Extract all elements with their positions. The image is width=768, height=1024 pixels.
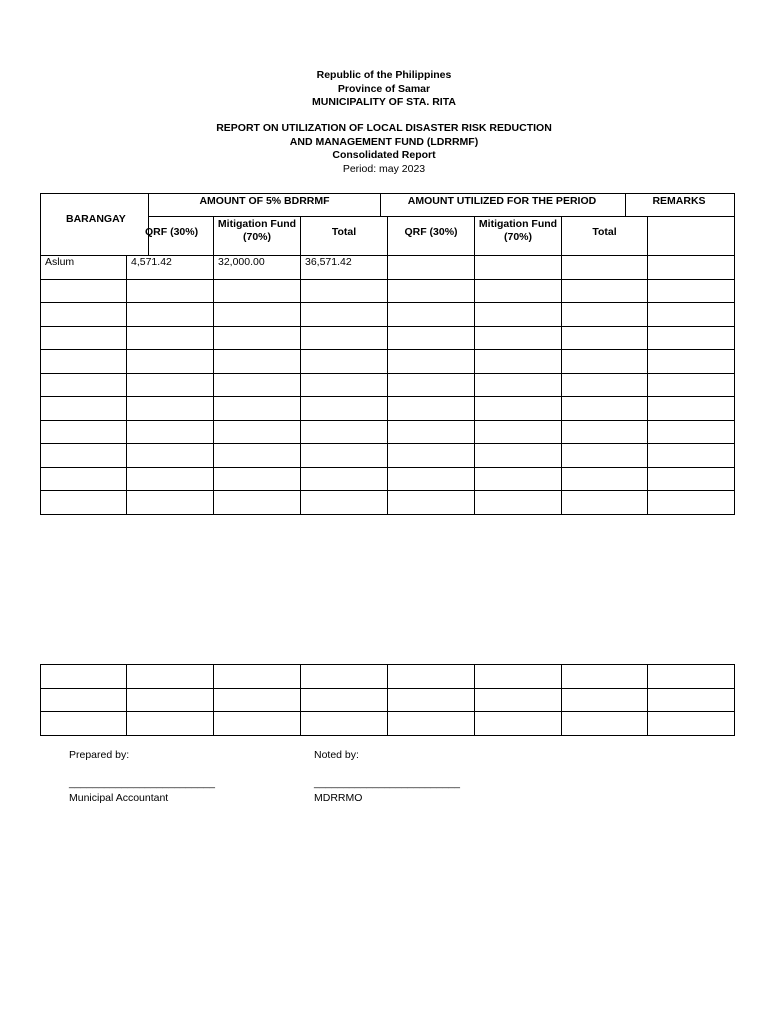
table-cell [475, 467, 562, 491]
table-cell [562, 397, 648, 421]
header-municipality: MUNICIPALITY OF STA. RITA [312, 96, 456, 108]
table-cell [475, 665, 562, 689]
table-cell [562, 688, 648, 712]
table-cell [301, 397, 388, 421]
table-cell [41, 444, 127, 468]
table-cell [127, 279, 214, 303]
table-cell [475, 712, 562, 736]
table-cell [562, 303, 648, 327]
table-cell [127, 373, 214, 397]
table-cell [475, 326, 562, 350]
table-cell [214, 279, 301, 303]
table-cell [388, 467, 475, 491]
table-cell [648, 688, 735, 712]
col-amount-utilized-label: AMOUNT UTILIZED FOR THE PERIOD [407, 195, 597, 207]
table-cell [301, 665, 388, 689]
table-cell [127, 303, 214, 327]
table-cell [562, 665, 648, 689]
table-cell [127, 665, 214, 689]
table-cell [562, 491, 648, 515]
cell-value [388, 256, 392, 268]
table-cell [127, 712, 214, 736]
table-cell [388, 326, 475, 350]
table-cell [127, 467, 214, 491]
table-cell [214, 303, 301, 327]
cell-value: 4,571.42 [131, 256, 172, 268]
cell-value: 36,571.42 [305, 256, 352, 268]
table-cell [648, 326, 735, 350]
table-cell [648, 467, 735, 491]
header-republic: Republic of the Philippines [316, 69, 452, 81]
cell-value [562, 256, 566, 268]
document-header [0, 69, 768, 110]
cell-value [475, 256, 479, 268]
table-cell [301, 373, 388, 397]
table-cell [214, 467, 301, 491]
table-cell [41, 688, 127, 712]
report-title-block [0, 122, 768, 176]
table-cell [214, 712, 301, 736]
table-cell [388, 397, 475, 421]
header-cell-remarks-blank [647, 216, 735, 256]
table-cell [562, 420, 648, 444]
table-cell [214, 491, 301, 515]
table-cell [214, 397, 301, 421]
table-row [41, 256, 735, 280]
col-barangay-label: BARANGAY [66, 213, 126, 225]
table-cell [41, 303, 127, 327]
cell-value [648, 256, 652, 268]
table-row [41, 491, 735, 515]
table-cell [475, 688, 562, 712]
table-cell [41, 420, 127, 444]
table-cell [127, 256, 214, 280]
prepared-by-label: Prepared by: [69, 749, 130, 761]
table-cell [301, 444, 388, 468]
table-cell [214, 256, 301, 280]
table-cell [648, 373, 735, 397]
table-cell [562, 256, 648, 280]
table-cell [41, 397, 127, 421]
col-qrf2-label: QRF (30%) [404, 226, 458, 238]
table-cell [475, 444, 562, 468]
table-cell [301, 350, 388, 374]
table-cell [648, 665, 735, 689]
table-cell [301, 491, 388, 515]
table-row [41, 444, 735, 468]
table-cell [388, 444, 475, 468]
table-cell [562, 326, 648, 350]
table-cell [301, 688, 388, 712]
table-cell [648, 279, 735, 303]
cell-value: Aslum [45, 256, 75, 268]
table-cell [388, 688, 475, 712]
report-title-line1: REPORT ON UTILIZATION OF LOCAL DISASTER RISK REDUCTION [216, 122, 552, 134]
table-row [41, 420, 735, 444]
table-cell [214, 444, 301, 468]
cell-value: 32,000.00 [218, 256, 265, 268]
col-total1-label: Total [331, 226, 357, 238]
table-cell [388, 279, 475, 303]
table-cell [214, 665, 301, 689]
table-cell [214, 420, 301, 444]
table-cell [41, 712, 127, 736]
table-cell [648, 350, 735, 374]
table-row [41, 373, 735, 397]
col-mitigation2-label: Mitigation Fund (70%) [478, 218, 558, 243]
table-cell [127, 688, 214, 712]
table-cell [475, 303, 562, 327]
table-cell [475, 279, 562, 303]
table-cell [562, 712, 648, 736]
table-cell [562, 279, 648, 303]
table-cell [648, 256, 735, 280]
table-cell [41, 491, 127, 515]
table-cell [127, 420, 214, 444]
table-cell [648, 303, 735, 327]
table-cell [475, 491, 562, 515]
header-province: Province of Samar [337, 82, 431, 95]
table-row [41, 467, 735, 491]
col-total2-label: Total [592, 226, 617, 238]
table-cell [475, 256, 562, 280]
prepared-by-signature-line: _________________________ [69, 777, 215, 789]
table-cell [214, 350, 301, 374]
table-row [41, 712, 735, 736]
table-cell [475, 397, 562, 421]
col-remarks-label: REMARKS [652, 195, 706, 207]
table-row [41, 688, 735, 712]
table-cell [41, 279, 127, 303]
noted-by-label: Noted by: [314, 749, 359, 761]
table-cell [475, 373, 562, 397]
table-row [41, 279, 735, 303]
table-cell [648, 491, 735, 515]
col-qrf1-label: QRF (30%) [145, 226, 199, 238]
table-cell [301, 712, 388, 736]
table-cell [475, 350, 562, 374]
table-cell [475, 420, 562, 444]
table-cell [562, 467, 648, 491]
table-row [41, 350, 735, 374]
table-cell [562, 373, 648, 397]
table-cell [41, 326, 127, 350]
table-cell [127, 326, 214, 350]
table-cell [648, 712, 735, 736]
table-cell [41, 665, 127, 689]
col-mitigation1-label: Mitigation Fund (70%) [217, 218, 297, 243]
table-cell [301, 279, 388, 303]
table-cell [388, 665, 475, 689]
report-table [40, 255, 735, 515]
table-cell [388, 420, 475, 444]
table-cell [388, 491, 475, 515]
table-cell [214, 688, 301, 712]
table-cell [388, 256, 475, 280]
table-cell [127, 444, 214, 468]
table-cell [648, 444, 735, 468]
report-table-continued [40, 664, 735, 736]
table-cell [648, 397, 735, 421]
table-cell [301, 303, 388, 327]
table-cell [41, 350, 127, 374]
col-amount-5pct-label: AMOUNT OF 5% BDRRMF [199, 195, 330, 207]
table-cell [388, 350, 475, 374]
table-row [41, 665, 735, 689]
report-title-line2: AND MANAGEMENT FUND (LDRRMF) [289, 135, 479, 148]
table-cell [41, 467, 127, 491]
noted-by-title: MDRRMO [314, 792, 363, 804]
report-period: Period: may 2023 [342, 162, 426, 175]
table-cell [301, 256, 388, 280]
table-cell [301, 420, 388, 444]
prepared-by-title: Municipal Accountant [69, 792, 169, 804]
table-cell [648, 420, 735, 444]
report-subtitle: Consolidated Report [332, 149, 436, 161]
table-row [41, 303, 735, 327]
table-cell [562, 444, 648, 468]
table-cell [127, 350, 214, 374]
table-cell [301, 467, 388, 491]
table-cell [301, 326, 388, 350]
table-cell [388, 712, 475, 736]
table-row [41, 326, 735, 350]
table-cell [41, 256, 127, 280]
table-cell [214, 326, 301, 350]
table-cell [127, 397, 214, 421]
table-row [41, 397, 735, 421]
table-cell [388, 303, 475, 327]
table-cell [41, 373, 127, 397]
table-cell [214, 373, 301, 397]
noted-by-signature-line: _________________________ [314, 777, 460, 789]
table-cell [388, 373, 475, 397]
table-cell [562, 350, 648, 374]
table-cell [127, 491, 214, 515]
